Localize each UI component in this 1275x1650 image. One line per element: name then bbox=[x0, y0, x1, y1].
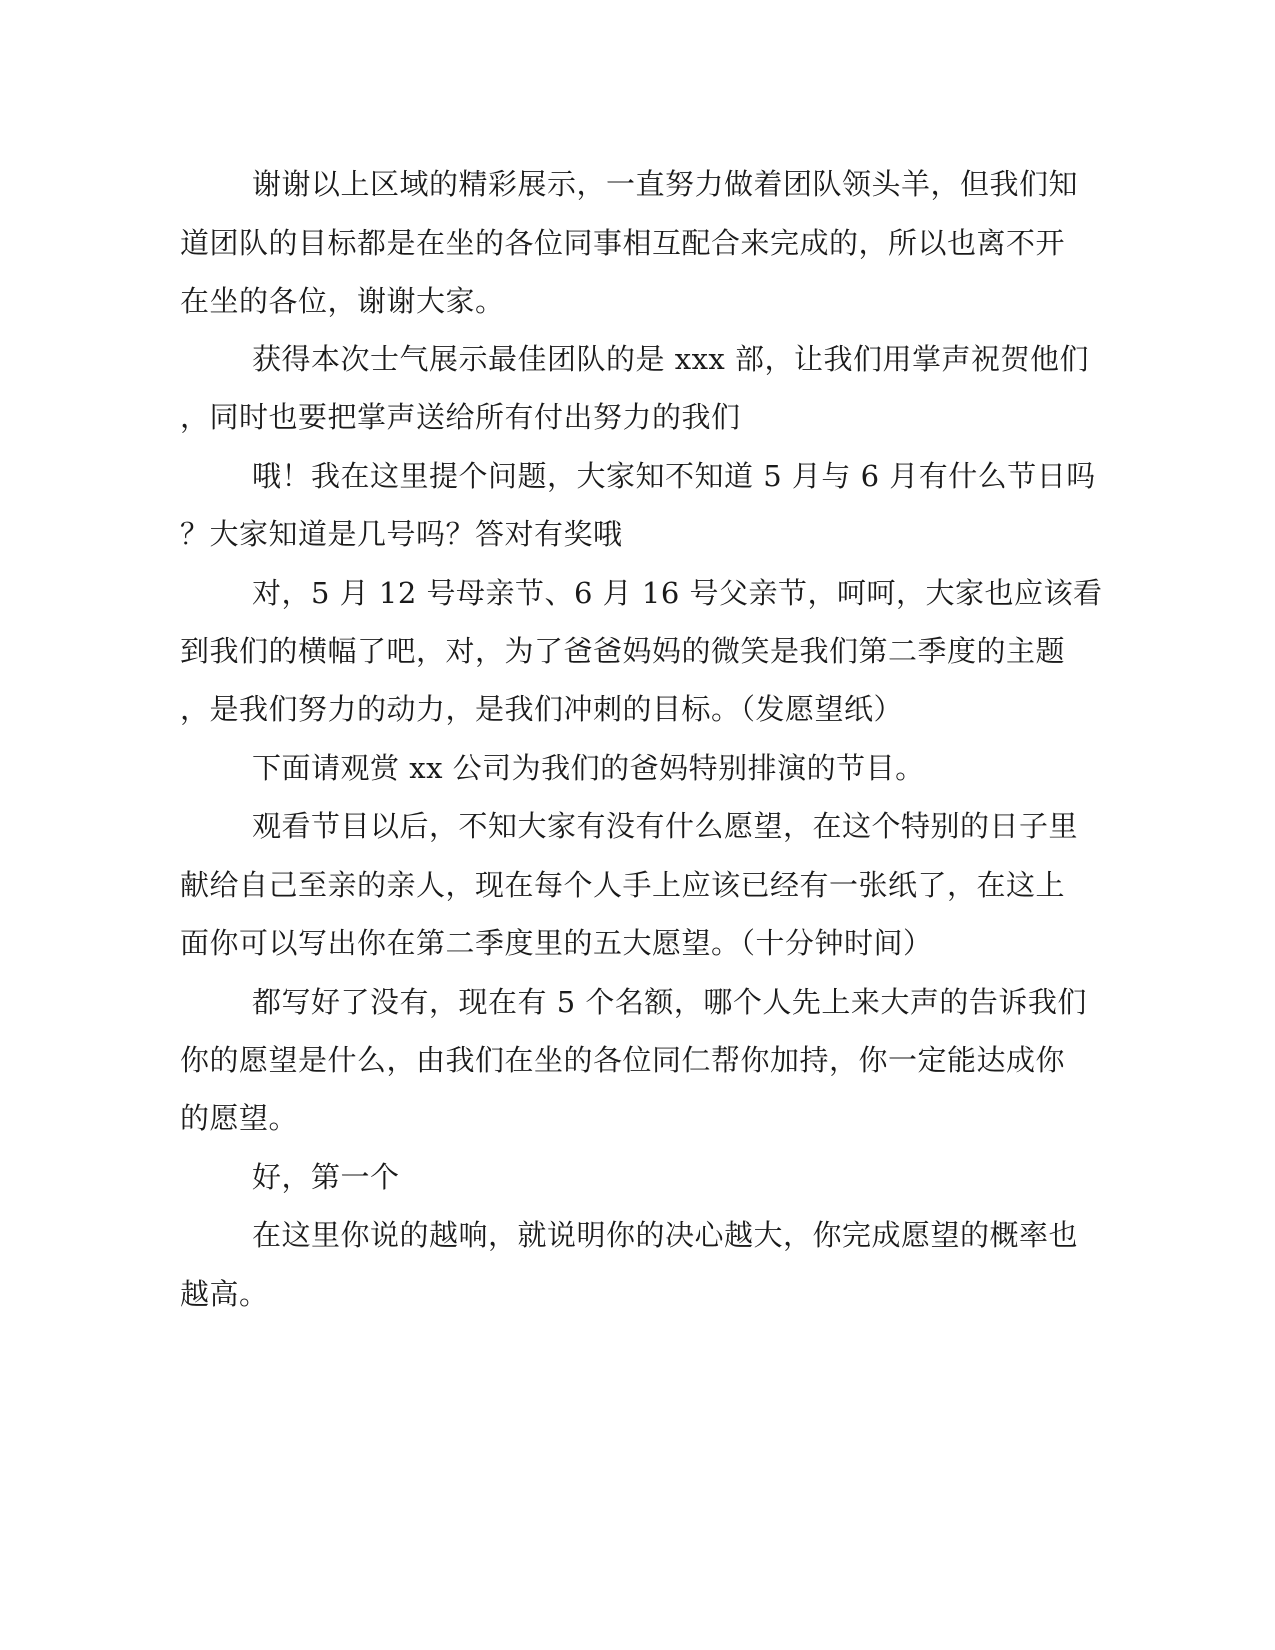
text-line: 下面请观赏 xx 公司为我们的爸妈特别排演的节目。 bbox=[252, 751, 925, 785]
text-line: 献给自己至亲的亲人，现在每个人手上应该已经有一张纸了，在这上 bbox=[180, 868, 1066, 902]
text-line: 哦！我在这里提个问题，大家知不知道 5 月与 6 月有什么节日吗 bbox=[252, 459, 1096, 493]
text-line: ，同时也要把掌声送给所有付出努力的我们 bbox=[180, 400, 741, 434]
text-line: 获得本次士气展示最佳团队的是 xxx 部，让我们用掌声祝贺他们 bbox=[252, 342, 1090, 376]
text-line: 你的愿望是什么，由我们在坐的各位同仁帮你加持，你一定能达成你 bbox=[180, 1043, 1066, 1077]
text-line: 越高。 bbox=[180, 1277, 269, 1311]
text-line: 道团队的目标都是在坐的各位同事相互配合来完成的，所以也离不开 bbox=[180, 226, 1066, 260]
text-line: 好，第一个 bbox=[252, 1160, 400, 1194]
text-line: 到我们的横幅了吧，对，为了爸爸妈妈的微笑是我们第二季度的主题 bbox=[180, 634, 1066, 668]
text-line: 都写好了没有，现在有 5 个名额，哪个人先上来大声的告诉我们 bbox=[252, 985, 1087, 1019]
text-line: 谢谢以上区域的精彩展示，一直努力做着团队领头羊，但我们知 bbox=[252, 167, 1079, 201]
text-line: 在坐的各位，谢谢大家。 bbox=[180, 284, 505, 318]
text-line: 面你可以写出你在第二季度里的五大愿望。（十分钟时间） bbox=[180, 926, 933, 960]
text-line: 对，5 月 12 号母亲节、6 月 16 号父亲节，呵呵，大家也应该看 bbox=[252, 576, 1103, 610]
text-line: ，是我们努力的动力，是我们冲刺的目标。（发愿望纸） bbox=[180, 692, 904, 726]
text-line: ？大家知道是几号吗？答对有奖哦 bbox=[180, 517, 623, 551]
text-line: 观看节目以后，不知大家有没有什么愿望，在这个特别的日子里 bbox=[252, 809, 1079, 843]
text-line: 的愿望。 bbox=[180, 1101, 299, 1135]
text-line: 在这里你说的越响，就说明你的决心越大，你完成愿望的概率也 bbox=[252, 1218, 1079, 1252]
